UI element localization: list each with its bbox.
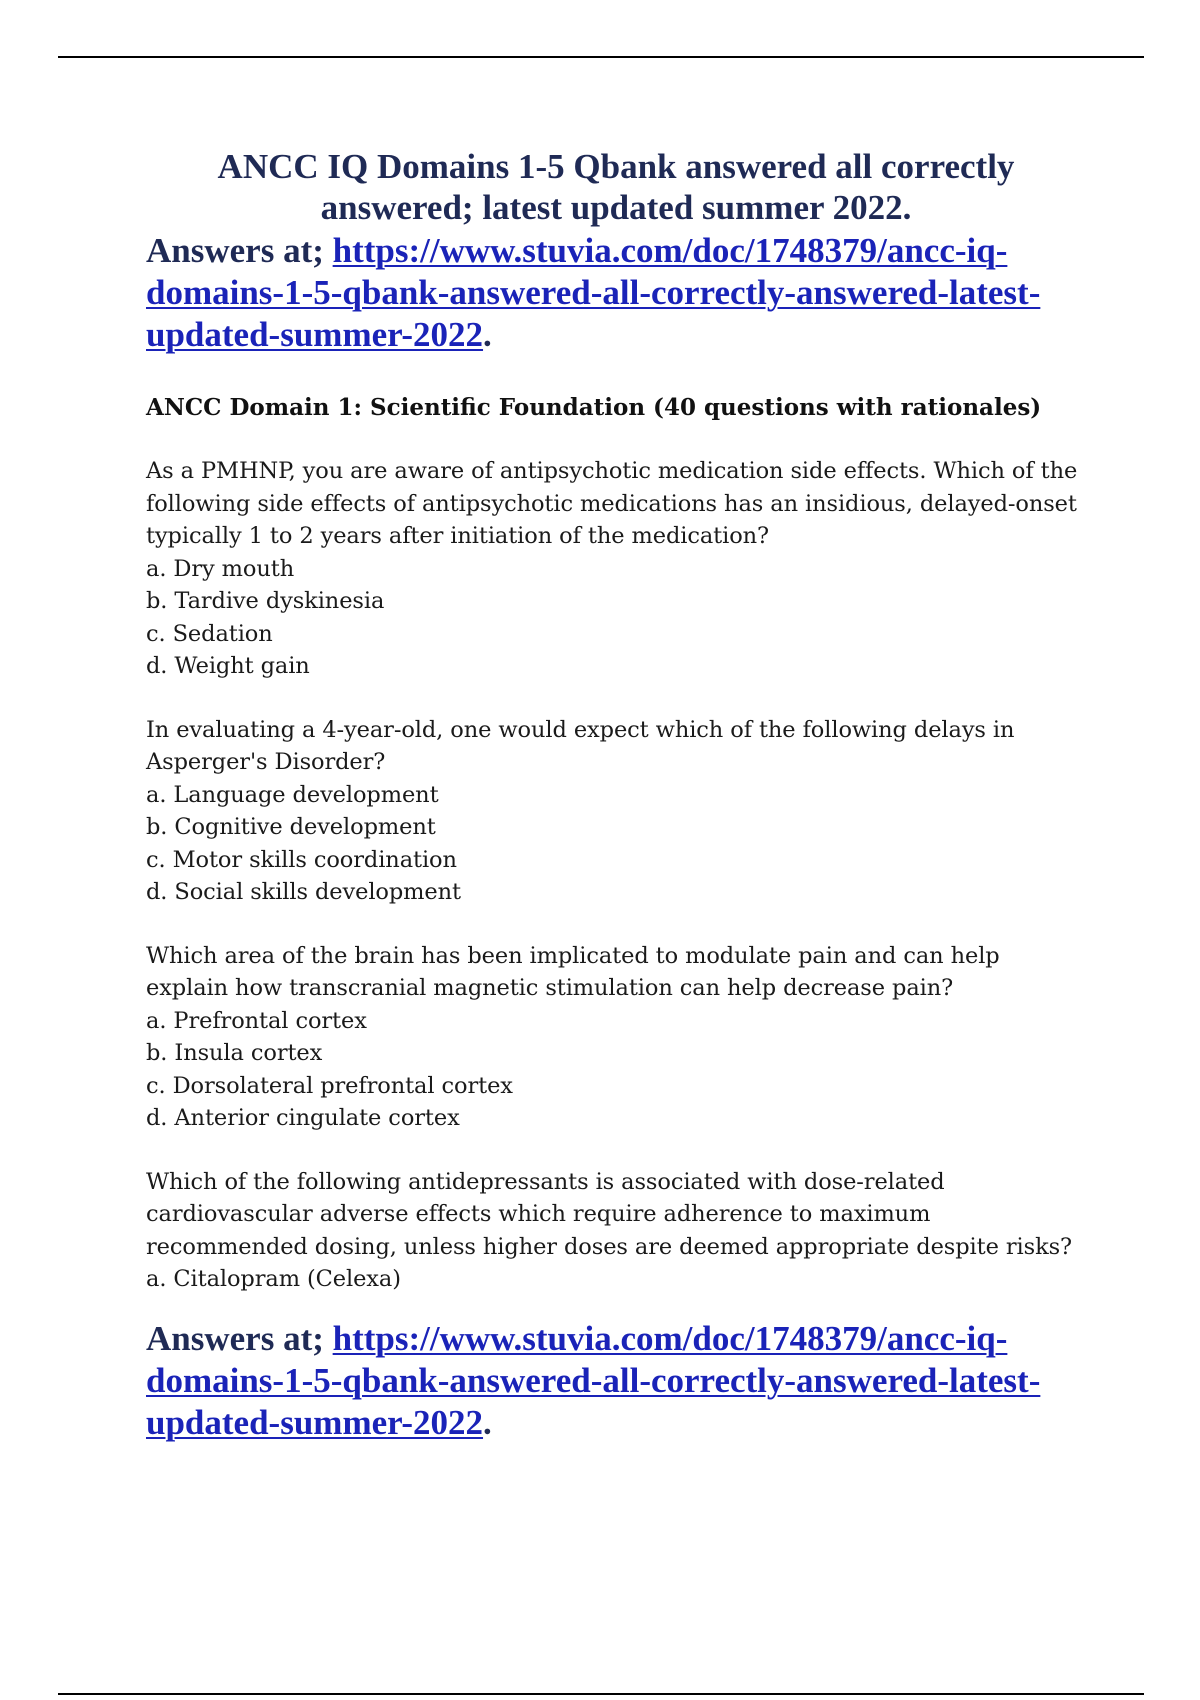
answers-prefix: Answers at;	[146, 231, 333, 270]
question-4	[146, 1166, 1086, 1296]
question-1	[146, 455, 1086, 683]
answer-option: a. Language development	[146, 781, 439, 808]
answers-link-top[interactable]: https://www.stuvia.com/doc/1748379/ancc-iq-domains-1-5-qbank-answered-all-correctly-answered-latest-updated-summer-2022	[146, 231, 1041, 354]
answer-option: c. Motor skills coordination	[146, 846, 457, 873]
answer-option: b. Tardive dyskinesia	[146, 588, 385, 614]
answer-option: d. Anterior cingulate cortex	[146, 1105, 460, 1131]
section-heading: ANCC Domain 1: Scientific Foundation (40 questions with rationales)	[146, 394, 1042, 421]
answer-option: a. Prefrontal cortex	[146, 1007, 367, 1034]
answers-suffix: .	[483, 315, 492, 354]
answer-option: d. Weight gain	[146, 653, 310, 679]
answers-line-bottom	[146, 1318, 1086, 1444]
bottom-rule	[58, 1693, 1144, 1695]
question-2	[146, 714, 1086, 909]
document-title: ANCC IQ Domains 1-5 Qbank answered all correctly answered; latest updated summer 2022.	[217, 147, 1015, 227]
question-text: In evaluating a 4-year-old, one would expect which of the following delays in Asperger's Disorder?	[146, 716, 1015, 775]
top-rule	[58, 56, 1144, 58]
answer-option: c. Dorsolateral prefrontal cortex	[146, 1072, 513, 1099]
answer-option: a. Dry mouth	[146, 555, 295, 582]
answers-link-bottom[interactable]: https://www.stuvia.com/doc/1748379/ancc-iq-domains-1-5-qbank-answered-all-correctly-answered-latest-updated-summer-2022	[146, 1318, 1041, 1442]
answers-suffix: .	[483, 1402, 492, 1442]
answer-option: a. Citalopram (Celexa)	[146, 1266, 401, 1292]
answer-option: d. Social skills development	[146, 879, 461, 905]
answer-option: b. Insula cortex	[146, 1040, 323, 1066]
question-text: Which area of the brain has been implicated to modulate pain and can help explain how transcranial magnetic stimulation can help decrease pain?	[146, 942, 1000, 1001]
answer-option: c. Sedation	[146, 620, 273, 647]
answers-prefix: Answers at;	[146, 1318, 333, 1358]
document-content	[146, 146, 1086, 1444]
answers-line-top	[146, 230, 1086, 356]
answer-option: b. Cognitive development	[146, 814, 436, 840]
question-3	[146, 940, 1086, 1135]
question-text: As a PMHNP, you are aware of antipsychotic medication side effects. Which of the following side effects of antipsychotic medications has an insidious, delayed-onset typically 1 to 2 years after initiation of the medication?	[146, 458, 1078, 549]
question-text: Which of the following antidepressants is associated with dose-related cardiovascular adverse effects which require adherence to maximum recommended dosing, unless higher doses are deemed appropriate despite risks?	[146, 1168, 1073, 1260]
